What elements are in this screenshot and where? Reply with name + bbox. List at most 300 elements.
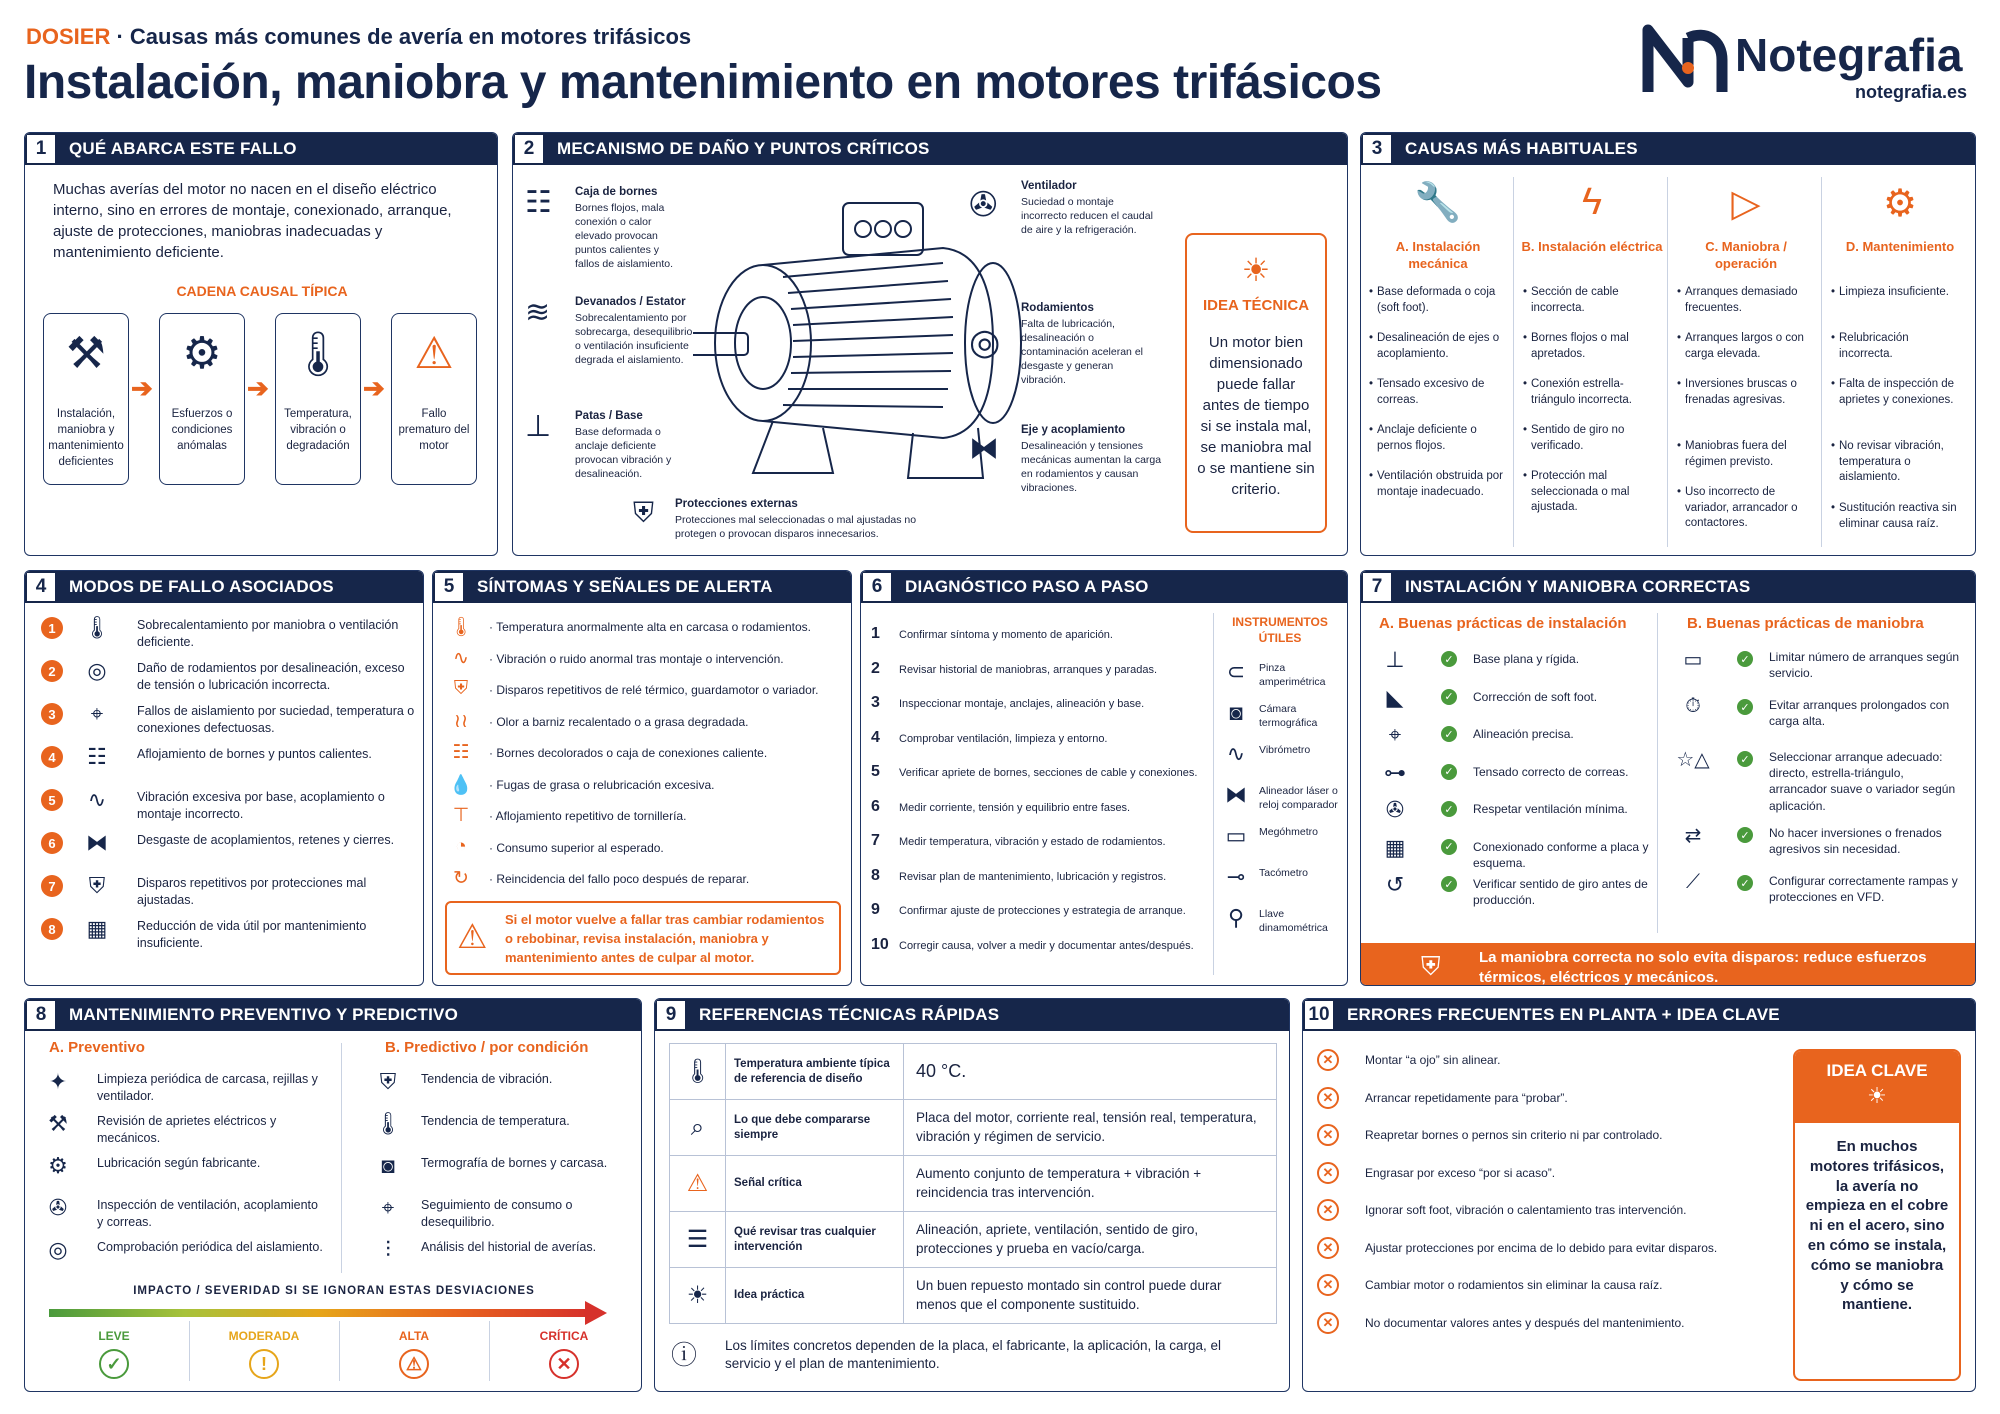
coil-icon: ≋	[525, 296, 551, 329]
star-delta-icon: ☆△	[1676, 749, 1710, 771]
idea-box: ☀ IDEA TÉCNICA Un motor bien dimensionado puede fallar antes de tiempo si se instala mal, se maniobra mal o se mantiene sin criterio.	[1185, 233, 1327, 533]
section-number: 10	[1303, 999, 1335, 1031]
counter-icon: ▭	[1683, 649, 1703, 671]
predictive-title: B. Predictivo / por condición	[385, 1039, 589, 1056]
symptom-text: · Fugas de grasa o relubricación excesiva.	[489, 777, 715, 792]
check-icon: ✓	[1441, 764, 1457, 780]
brand-url: notegrafia.es	[1855, 82, 1968, 102]
label-fan: ✇ Ventilador Suciedad o montaje incorrecto reducen el caudal de aire y la refrigeración.	[969, 180, 1153, 236]
reference-value: Un buen repuesto montado sin control puede durar menos que el componente sustituido.	[904, 1268, 1277, 1324]
banner: ⛨ La maniobra correcta no solo evita disparos: reduce esfuerzos térmicos, eléctricos y mecánicos.	[1361, 943, 1976, 986]
section-number: 9	[655, 999, 687, 1031]
warning-icon: ⚠	[457, 918, 488, 956]
cause-item: • Sentido de giro no verificado.	[1523, 424, 1625, 452]
cause-item: • Sustitución reactiva sin eliminar causa raíz.	[1831, 502, 1957, 530]
cause-item: • Anclaje deficiente o pernos flojos.	[1369, 424, 1477, 452]
panel-header	[25, 571, 423, 603]
vibration-shield-icon: ⛨	[379, 1069, 397, 1094]
thermometer-icon: 🌡	[670, 1044, 726, 1100]
x-circle-icon: ✕	[1317, 1087, 1339, 1109]
panel-header	[25, 999, 641, 1031]
preventive-title: A. Preventivo	[49, 1039, 145, 1056]
bolt-icon: ⊤	[452, 805, 470, 826]
panel-correct-practice	[1360, 570, 1976, 986]
x-circle-icon: ✕	[549, 1349, 579, 1379]
cause-item-text: Arranques demasiado frecuentes.	[1685, 286, 1798, 314]
stopwatch-icon: ⏱	[1685, 695, 1701, 717]
practice-text: Limitar número de arranques según servicio.	[1769, 650, 1960, 681]
check-icon: ✓	[1441, 839, 1457, 855]
symptom-text: · Reincidencia del fallo poco después de reparar.	[489, 872, 750, 886]
base-icon: ⊥	[1385, 647, 1405, 672]
step-number: 7	[871, 832, 880, 849]
cause-item-text: No revisar vibración, temperatura o aislamiento.	[1839, 440, 1944, 484]
error-text: Ignorar soft foot, vibración o calentamiento tras intervención.	[1365, 1203, 1687, 1217]
reference-key: Qué revisar tras cualquier intervención	[726, 1212, 904, 1268]
crosshair-icon: ⌖	[90, 701, 104, 726]
cause-item: • Maniobras fuera del régimen previsto.	[1677, 440, 1787, 468]
cause-column-title: D. Mantenimiento	[1845, 239, 1955, 254]
severity-label: MODERADA	[228, 1329, 300, 1343]
panel-failure-modes	[24, 570, 424, 986]
thermal-camera-icon: ◙	[381, 1153, 395, 1178]
kicker-tag: DOSIER	[26, 24, 111, 49]
predictive-item: Tendencia de vibración.	[421, 1072, 553, 1086]
crosshair-icon: ⌖	[381, 1195, 395, 1220]
reference-key: Lo que debe compararse siempre	[726, 1100, 904, 1156]
check-circle-icon: ✓	[99, 1349, 129, 1379]
section-number: 8	[25, 999, 57, 1031]
terminal-block-icon: ☷	[452, 742, 470, 763]
step-number: 4	[871, 728, 880, 746]
warning-icon: ⚠	[399, 1349, 429, 1379]
cause-column-title: B. Instalación eléctrica	[1521, 239, 1663, 254]
cause-item: • Limpieza insuficiente.	[1831, 286, 1949, 298]
tool-label: Megóhmetro	[1259, 826, 1318, 838]
cause-item-text: Maniobras fuera del régimen previsto.	[1685, 440, 1787, 468]
section-number: 5	[433, 571, 465, 603]
item-number: 2	[41, 660, 63, 682]
section-number: 7	[1361, 571, 1393, 603]
step-number: 3	[871, 694, 880, 711]
x-circle-icon: ✕	[1317, 1162, 1339, 1184]
step-text: Revisar plan de mantenimiento, lubricación y registros.	[899, 870, 1167, 883]
practice-text: Verificar sentido de giro antes de producción.	[1473, 877, 1648, 908]
chain-label: Esfuerzos o condiciones anómalas	[171, 408, 233, 453]
practice-text: Respetar ventilación mínima.	[1473, 802, 1628, 816]
failure-mode-text: Fallos de aislamiento por suciedad, temperatura o conexiones defectuosas.	[137, 704, 415, 735]
vibration-icon: ∿	[87, 787, 107, 812]
check-icon: ✓	[1441, 689, 1457, 705]
bearing-icon: ◎	[969, 321, 1001, 362]
shim-icon: ◣	[1386, 684, 1404, 710]
step-number: 2	[871, 659, 880, 677]
reference-key: Idea práctica	[726, 1268, 904, 1324]
shield-icon: ⛨	[88, 873, 106, 898]
cause-item: • Falta de inspección de aprietes y conexiones.	[1831, 378, 1955, 406]
chain-step	[275, 313, 361, 485]
clamp-meter-icon: ⊂	[1226, 659, 1246, 684]
panel-header	[433, 571, 851, 603]
terminal-block-icon: ☷	[525, 186, 552, 219]
kicker	[26, 24, 691, 50]
tool-label: Vibrómetro	[1259, 744, 1311, 756]
thermometer-icon: 🌡	[83, 615, 111, 640]
step-number: 1	[871, 625, 880, 642]
cause-item: • Ventilación obstruida por montaje inadecuado.	[1369, 470, 1503, 498]
panel-header	[655, 999, 1289, 1031]
item-number: 5	[41, 789, 63, 811]
item-number: 1	[41, 617, 63, 639]
error-text: Reapretar bornes o pernos sin criterio ni par controlado.	[1365, 1128, 1663, 1142]
symptom-text: · Consumo superior al esperado.	[489, 840, 664, 855]
cause-column-title: C. Maniobra / operación	[1705, 239, 1787, 271]
step-number: 5	[871, 763, 880, 780]
reference-key: Señal crítica	[726, 1156, 904, 1212]
coupling-icon: ⧓	[86, 830, 108, 855]
step-text: Revisar historial de maniobras, arranques y paradas.	[899, 663, 1158, 676]
step-text: Corregir causa, volver a medir y documentar antes/después.	[899, 939, 1194, 952]
preventive-item: Limpieza periódica de carcasa, rejillas y ventilador.	[97, 1072, 318, 1103]
section-number: 1	[25, 133, 57, 165]
shield-icon: ⛨	[1421, 951, 1441, 981]
cause-item-text: Ventilación obstruida por montaje inadecuado.	[1377, 470, 1503, 498]
chain-title: CADENA CAUSAL TÍPICA	[176, 283, 348, 299]
key-idea-header: IDEA CLAVE ☀	[1795, 1051, 1959, 1123]
cause-item-text: Bornes flojos o mal apretados.	[1531, 332, 1629, 360]
cause-item-text: Uso incorrecto de variador, arrancador o contactores.	[1685, 486, 1798, 530]
reference-table	[669, 1043, 1277, 1324]
tool-label: Alineador láser o reloj comparador	[1259, 785, 1338, 812]
practice-text: Corrección de soft foot.	[1473, 689, 1598, 704]
alert-box: ⚠ Si el motor vuelve a fallar tras cambiar rodamientos o rebobinar, revisa instalación, maniobra y mantenimiento antes de culpar al motor.	[445, 901, 841, 975]
step-text: Medir corriente, tensión y equilibrio entre fases.	[899, 801, 1131, 814]
item-number: 8	[41, 918, 63, 940]
megger-icon: ▭	[1225, 823, 1247, 848]
check-icon: ✓	[1737, 651, 1753, 667]
drop-icon: 💧	[449, 774, 473, 796]
cause-item: • Bornes flojos o mal apretados.	[1523, 332, 1629, 360]
cause-item: • Inversiones bruscas o frenadas agresivas.	[1677, 378, 1797, 406]
key-idea-box	[1793, 1049, 1961, 1381]
laser-aligner-icon: ⧓	[1225, 782, 1247, 807]
arrow-right-icon: ➔	[247, 373, 269, 403]
fan-icon: ✇	[969, 186, 998, 224]
analysis-icon: ⫶	[385, 1237, 391, 1262]
section-number: 2	[513, 133, 545, 165]
x-circle-icon: ✕	[1317, 1049, 1339, 1071]
practice-text: Alineación precisa.	[1473, 727, 1574, 741]
check-icon: ✓	[1441, 801, 1457, 817]
wrench-icon: 🔧	[1414, 182, 1462, 224]
x-circle-icon: ✕	[1317, 1237, 1339, 1259]
shield-icon: ⛨	[453, 678, 469, 699]
cause-item-text: Falta de inspección de aprietes y conexiones.	[1839, 378, 1955, 406]
section-title: SÍNTOMAS Y SEÑALES DE ALERTA	[477, 577, 773, 596]
label-shaft: ⧓ Eje y acoplamiento Desalineación y tensiones mecánicas aumentan la carga en rodamientos y causan vibraciones.	[969, 424, 1162, 495]
severity-label: LEVE	[98, 1329, 130, 1343]
step-text: Inspeccionar montaje, anclajes, alineación y base.	[899, 698, 1145, 710]
cause-item-text: Conexión estrella-triángulo incorrecta.	[1531, 378, 1632, 406]
base-icon: ⊥	[525, 410, 552, 443]
error-text: No documentar valores antes y después del mantenimiento.	[1365, 1315, 1685, 1330]
check-icon: ✓	[1737, 751, 1753, 767]
x-circle-icon: ✕	[1317, 1312, 1339, 1334]
panel-header	[861, 571, 1347, 603]
x-circle-icon: ✕	[1317, 1274, 1339, 1296]
bulb-icon: ☀	[1867, 1083, 1887, 1108]
error-text: Arrancar repetidamente para “probar”.	[1365, 1090, 1568, 1105]
practice-text: Base plana y rígida.	[1473, 652, 1580, 666]
gear-icon: ⚙	[1882, 183, 1918, 225]
bulb-icon: ☀	[1241, 252, 1271, 288]
terminal-block-icon: ☷	[87, 744, 107, 769]
panel-header	[513, 133, 1347, 165]
kicker-text: · Causas más comunes de avería en motores trifásicos	[110, 24, 692, 49]
chain-step	[43, 313, 129, 485]
panel-references	[654, 998, 1290, 1392]
section-title: INSTALACIÓN Y MANIOBRA CORRECTAS	[1405, 577, 1751, 596]
check-icon: ✓	[1441, 726, 1457, 742]
label-protections: ⛨ Protecciones externas Protecciones mal seleccionadas o mal ajustadas no protegen o provocan disparos innecesarios.	[633, 497, 917, 540]
ramp-icon: ⟋	[1686, 871, 1700, 893]
failure-mode-text: Aflojamiento de bornes y puntos calientes.	[137, 747, 372, 761]
predictive-item: Termografía de bornes y carcasa.	[421, 1156, 608, 1170]
predictive-item: Seguimiento de consumo o desequilibrio.	[421, 1198, 573, 1229]
install-practices-title: A. Buenas prácticas de instalación	[1379, 615, 1627, 632]
practice-text: Seleccionar arranque adecuado: directo, estrella-triángulo, arrancador suave o variador según aplicación.	[1769, 750, 1956, 813]
section-number: 4	[25, 571, 57, 603]
check-icon: ✓	[1737, 827, 1753, 843]
practice-text: Tensado correcto de correas.	[1473, 764, 1629, 779]
cause-item: • Sección de cable incorrecta.	[1523, 286, 1619, 314]
panel-header	[1303, 999, 1975, 1031]
preventive-item: Lubricación según fabricante.	[97, 1156, 261, 1170]
item-number: 7	[41, 875, 63, 897]
step-text: Medir temperatura, vibración y estado de rodamientos.	[899, 836, 1166, 848]
table-row	[670, 1100, 1277, 1156]
vibration-icon: ∿	[1226, 741, 1246, 766]
magnifier-icon: ⌕	[670, 1100, 726, 1156]
section-title: REFERENCIAS TÉCNICAS RÁPIDAS	[699, 1005, 1000, 1024]
chain-label: Temperatura, vibración o degradación	[284, 408, 352, 453]
symptom-text: · Vibración o ruido anormal tras montaje o intervención.	[489, 651, 784, 666]
info-icon: ⓘ	[671, 1340, 698, 1370]
failure-mode-text: Daño de rodamientos por desalineación, exceso de tensión o lubricación incorrecta.	[137, 661, 405, 692]
cause-item-text: Relubricación incorrecta.	[1839, 332, 1909, 360]
panel-header	[1361, 133, 1975, 165]
step-text: Verificar apriete de bornes, secciones de cable y conexiones.	[899, 767, 1198, 779]
tools-icon: ⚒	[48, 1111, 68, 1136]
warning-icon: ⚠	[670, 1156, 726, 1212]
cause-item-text: Sentido de giro no verificado.	[1531, 424, 1625, 452]
chain-step	[159, 313, 245, 485]
predictive-item: Análisis del historial de averías.	[421, 1240, 597, 1254]
tool-label: Llave dinamométrica	[1259, 908, 1328, 935]
check-icon: ✓	[1441, 651, 1457, 667]
section-title: QUÉ ABARCA ESTE FALLO	[69, 139, 297, 158]
alert-circle-icon: !	[249, 1349, 279, 1379]
tool-label: Tacómetro	[1259, 867, 1309, 879]
cause-item-text: Inversiones bruscas o frenadas agresivas.	[1685, 378, 1797, 406]
section-title: MANTENIMIENTO PREVENTIVO Y PREDICTIVO	[69, 1005, 459, 1024]
x-circle-icon: ✕	[1317, 1124, 1339, 1146]
cause-item-text: Limpieza insuficiente.	[1839, 286, 1949, 298]
intro-text: Muchas averías del motor no nacen en el diseño eléctrico interno, sino en errores de montaje, conexionado, arranque, ajuste de protecciones, maniobras inadecuadas y mantenimiento deficiente.	[53, 181, 452, 261]
section-title: DIAGNÓSTICO PASO A PASO	[905, 577, 1149, 596]
section-number: 3	[1361, 133, 1393, 165]
preventive-item: Inspección de ventilación, acoplamiento y correas.	[97, 1198, 318, 1229]
section-title: ERRORES FRECUENTES EN PLANTA + IDEA CLAVE	[1347, 1005, 1780, 1024]
panel-mechanism	[512, 132, 1348, 556]
cause-item-text: Base deformada o coja (soft foot).	[1377, 286, 1496, 314]
tool-label: Pinza amperimétrica	[1259, 662, 1326, 689]
item-number: 3	[41, 703, 63, 725]
terminal-plate-icon: ▦	[1384, 834, 1406, 860]
failure-mode-text: Vibración excesiva por base, acoplamiento o montaje incorrecto.	[137, 790, 385, 821]
error-text: Cambiar motor o rodamientos sin eliminar la causa raíz.	[1365, 1278, 1663, 1292]
cause-item: • Protección mal seleccionada o mal ajustada.	[1523, 470, 1630, 514]
error-text: Engrasar por exceso “por si acaso”.	[1365, 1165, 1556, 1180]
fan-icon: ✇	[1385, 797, 1405, 822]
arrow-right-icon: ➔	[363, 373, 385, 403]
checklist-icon: ☰	[670, 1212, 726, 1268]
cause-item-text: Tensado excesivo de correas.	[1377, 378, 1485, 406]
label-feet: ⊥ Patas / Base Base deformada o anclaje deficiente provocan vibración y desalineación.	[525, 410, 672, 481]
cause-item: • Arranques largos o con carga elevada.	[1677, 332, 1804, 360]
brand-logo-icon	[1640, 20, 1730, 100]
panel-symptoms	[432, 570, 852, 986]
cleaning-icon: ✦	[48, 1069, 68, 1094]
section-number: 6	[861, 571, 893, 603]
shield-icon: ⛨	[633, 497, 655, 528]
symptom-text: · Bornes decolorados o caja de conexiones caliente.	[489, 746, 768, 760]
cause-item-text: Protección mal seleccionada o mal ajustada.	[1531, 470, 1630, 514]
step-number: 10	[871, 935, 889, 953]
step-number: 8	[871, 866, 880, 884]
chain-label: Fallo prematuro del motor	[398, 408, 470, 453]
severity-label: ALTA	[398, 1329, 430, 1343]
bearing-icon: ◎	[87, 658, 107, 683]
panel-errors	[1302, 998, 1976, 1392]
cause-item: • Relubricación incorrecta.	[1831, 332, 1909, 360]
cycle-icon: ↻	[453, 868, 469, 889]
severity-label: CRÍTICA	[539, 1329, 589, 1343]
chain-label: Instalación, maniobra y mantenimiento deficientes	[48, 408, 124, 469]
section-title: CAUSAS MÁS HABITUALES	[1405, 139, 1638, 158]
check-icon: ✓	[1737, 875, 1753, 891]
gauge-icon: ◔	[455, 835, 467, 857]
cause-item: • Desalineación de ejes o acoplamiento.	[1369, 332, 1500, 360]
section-title: MECANISMO DE DAÑO Y PUNTOS CRÍTICOS	[557, 139, 930, 158]
scale-title: IMPACTO / SEVERIDAD SI SE IGNORAN ESTAS DESVIACIONES	[133, 1285, 535, 1297]
reference-key: Temperatura ambiente típica de referencia de diseño	[726, 1044, 904, 1100]
error-text: Ajustar protecciones por encima de lo debido para evitar disparos.	[1365, 1240, 1718, 1255]
key-idea-text: En muchos motores trifásicos, la avería no empieza en el cobre ni en el acero, sino en cómo se instala, cómo se maniobra y cómo se mantiene.	[1805, 1138, 1949, 1314]
tools-title: INSTRUMENTOS ÚTILES	[1232, 615, 1328, 645]
lightning-icon: ϟ	[1581, 181, 1603, 223]
operation-practices-title: B. Buenas prácticas de maniobra	[1687, 615, 1924, 632]
reference-value: 40 °C.	[904, 1044, 1277, 1100]
error-text: Montar “a ojo” sin alinear.	[1365, 1053, 1501, 1067]
table-row	[670, 1156, 1277, 1212]
belt-icon: ⊶	[1384, 759, 1406, 785]
table-row	[670, 1268, 1277, 1324]
cause-item: • Tensado excesivo de correas.	[1369, 378, 1485, 406]
preventive-item: Comprobación periódica del aislamiento.	[97, 1240, 323, 1254]
panel-diagnosis	[860, 570, 1348, 986]
panel-scope	[24, 132, 498, 556]
crosshair-icon: ⌖	[1388, 722, 1402, 747]
label-bearings: ◎ Rodamientos Falta de lubricación, desalineación o contaminación aceleran el desgaste y generan vibración.	[969, 302, 1143, 387]
reference-value: Placa del motor, corriente real, tensión real, temperatura, vibración y régimen de servicio.	[904, 1100, 1277, 1156]
label-windings: ≋ Devanados / Estator Sobrecalentamiento por sobrecarga, desequilibrio o ventilación insuficiente degrada el aislamiento.	[525, 296, 693, 367]
bulb-icon: ☀	[670, 1268, 726, 1324]
arrow-head-icon	[585, 1301, 607, 1325]
reverse-icon: ⇄	[1684, 825, 1702, 847]
torque-wrench-icon: ⚲	[1227, 905, 1245, 930]
step-text: Confirmar síntoma y momento de aparición.	[899, 629, 1113, 641]
cause-item-text: Sustitución reactiva sin eliminar causa raíz.	[1839, 502, 1957, 530]
brand-name: Notegrafia	[1735, 29, 1963, 81]
table-row	[670, 1044, 1277, 1100]
predictive-item: Tendencia de temperatura.	[421, 1114, 570, 1128]
chain-step	[391, 313, 477, 485]
step-number: 9	[871, 901, 880, 918]
section-title: MODOS DE FALLO ASOCIADOS	[69, 577, 334, 596]
cause-item: • Uso incorrecto de variador, arrancador o contactores.	[1677, 486, 1798, 530]
bearing-icon: ◎	[48, 1237, 68, 1262]
table-row	[670, 1212, 1277, 1268]
panel-causes	[1360, 132, 1976, 556]
tachometer-icon: ⊸	[1226, 864, 1246, 889]
failure-mode-text: Disparos repetitivos por protecciones mal ajustadas.	[137, 876, 367, 907]
heat-icon: ≀≀	[453, 710, 469, 732]
severity-bar	[49, 1309, 589, 1317]
grease-gun-icon: ⚙	[48, 1153, 68, 1178]
cause-item-text: Anclaje deficiente o pernos flojos.	[1377, 424, 1477, 452]
practice-text: Evitar arranques prolongados con carga alta.	[1769, 698, 1950, 729]
note-text: Los límites concretos dependen de la placa, el fabricante, la aplicación, la carga, el servicio y el plan de mantenimiento.	[725, 1338, 1222, 1372]
warning-icon: ⚠	[414, 329, 454, 378]
panel-header	[25, 133, 497, 165]
check-icon: ✓	[1737, 699, 1753, 715]
reference-value: Aumento conjunto de temperatura + vibración + reincidencia tras intervención.	[904, 1156, 1277, 1212]
gear-icon: ⚙	[182, 329, 222, 378]
step-text: Comprobar ventilación, limpieza y entorno.	[899, 732, 1108, 745]
cause-item-text: Desalineación de ejes o acoplamiento.	[1377, 332, 1500, 360]
play-icon: ▷	[1731, 183, 1761, 225]
preventive-item: Revisión de aprietes eléctricos y mecánicos.	[97, 1114, 277, 1145]
item-number: 4	[41, 746, 63, 768]
tool-label: Cámara termográfica	[1259, 703, 1318, 730]
symptom-text: · Olor a barniz recalentado o a grasa degradada.	[489, 714, 749, 729]
vibration-icon: ∿	[453, 647, 469, 669]
thermometer-icon: 🌡	[290, 330, 346, 379]
cause-item: • Base deformada o coja (soft foot).	[1369, 286, 1496, 314]
failure-mode-text: Reducción de vida útil por mantenimiento insuficiente.	[137, 919, 367, 950]
page-title: Instalación, maniobra y mantenimiento en motores trifásicos	[24, 56, 1382, 109]
reference-value: Alineación, apriete, ventilación, sentido de giro, protecciones y prueba en vacío/carga.	[904, 1212, 1277, 1268]
calendar-icon: ▦	[86, 916, 108, 941]
cause-item: • No revisar vibración, temperatura o aislamiento.	[1831, 440, 1944, 484]
x-circle-icon: ✕	[1317, 1199, 1339, 1221]
practice-text: Configurar correctamente rampas y protecciones en VFD.	[1769, 874, 1958, 905]
cause-item-text: Arranques largos o con carga elevada.	[1685, 332, 1804, 360]
cause-column-title: A. Instalación mecánica	[1395, 239, 1481, 271]
thermal-camera-icon: ◙	[1229, 700, 1243, 725]
symptom-text: · Disparos repetitivos de relé térmico, guardamotor o variador.	[489, 683, 819, 697]
